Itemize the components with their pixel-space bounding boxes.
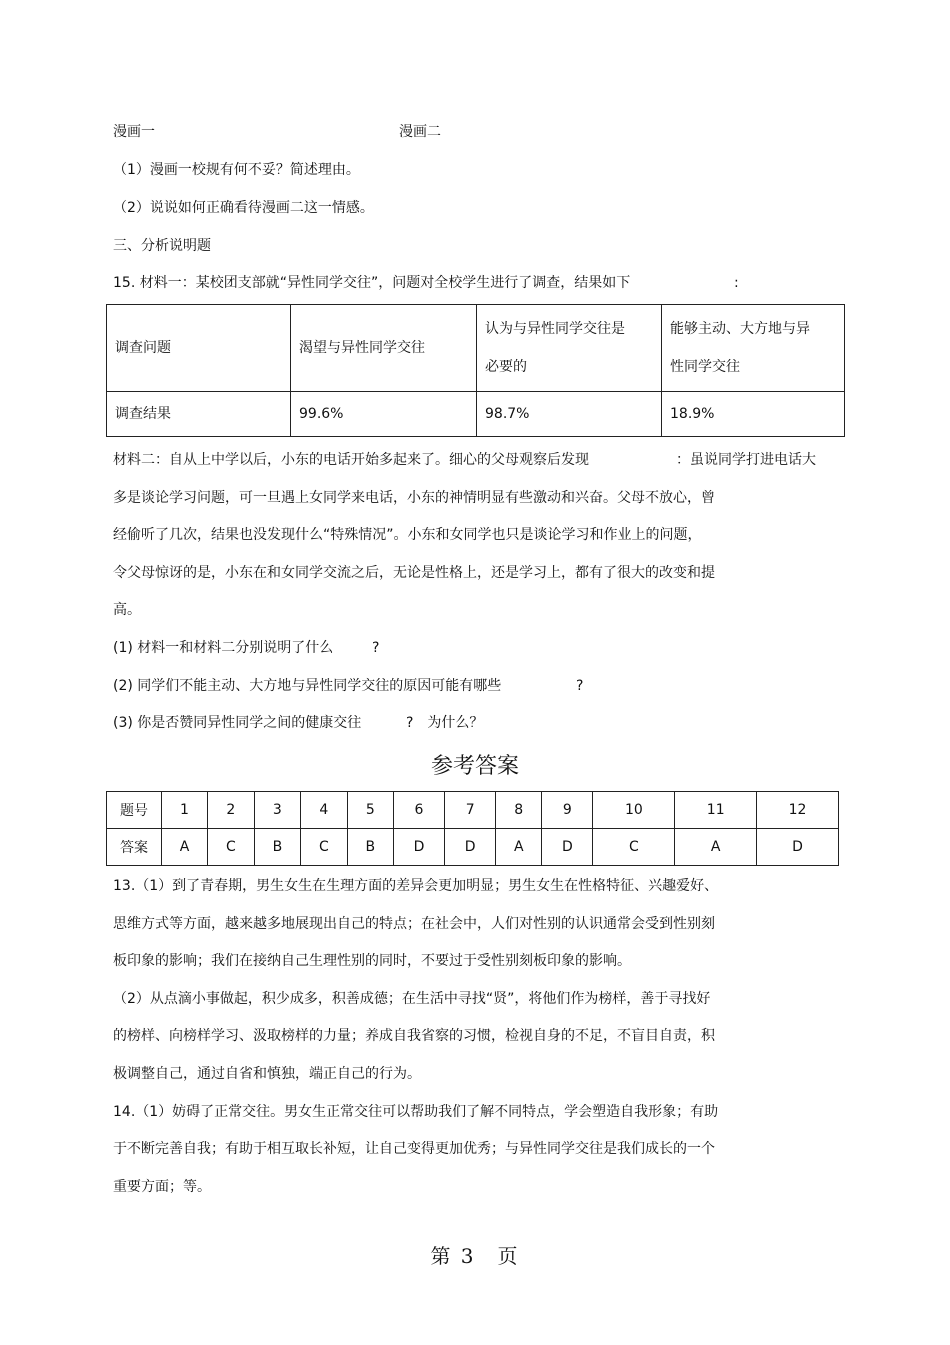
answer-table	[106, 791, 839, 866]
answer-13-line: 思维方式等方面，越来越多地展现出自己的特点；在社会中，人们对性别的认识通常会受到性别刻	[113, 916, 715, 932]
answer-13-line: 13.（1）到了青春期，男生女生在生理方面的差异会更加明显；男生女生在性格特征、兴趣爱好、	[113, 878, 719, 894]
answer-key: D	[542, 829, 593, 866]
material2-line: 令父母惊讶的是，小东在和女同学交流之后，无论是性格上，还是学习上，都有了很大的改变和提	[113, 565, 715, 581]
section-heading: 三、分析说明题	[113, 238, 211, 254]
q14-part-1: （1）漫画一校规有何不妥？简述理由。	[113, 162, 360, 178]
answer-key: D	[757, 829, 839, 866]
answer-14-line: 于不断完善自我；有助于相互取长补短，让自己变得更加优秀；与异性同学交往是我们成长的一个	[113, 1141, 715, 1157]
answer-key: B	[254, 829, 300, 866]
answer-key: A	[496, 829, 542, 866]
answer-key: A	[162, 829, 208, 866]
q15-question-1: (1) 材料一和材料二分别说明了什么	[113, 640, 334, 656]
material2-line: 高。	[113, 602, 141, 618]
cell-line: 认为与异性同学交往是	[485, 321, 625, 337]
answer-key: D	[445, 829, 496, 866]
q15-question-1-mark: ?	[372, 640, 380, 656]
q15-question-2: (2) 同学们不能主动、大方地与异性同学交往的原因可能有哪些	[113, 678, 502, 694]
question-number: 12	[757, 792, 839, 829]
q15-intro: 15. 材料一：某校团支部就“异性同学交往”，问题对全校学生进行了调查，结果如下	[113, 275, 631, 291]
table-cell: 调查结果	[107, 392, 291, 437]
table-row	[107, 792, 839, 829]
answer-13-line: 的榜样、向榜样学习、汲取榜样的力量；养成自我省察的习惯，检视自身的不足，不盲目自责，积	[113, 1028, 715, 1044]
material2-line: 多是谈论学习问题，可一旦遇上女同学来电话，小东的神情明显有些激动和兴奋。父母不放心，曾	[113, 490, 715, 506]
row-label: 答案	[107, 829, 162, 866]
page-number: 第 3 页	[430, 1244, 520, 1268]
answer-14-line: 14.（1）妨碍了正常交往。男女生正常交往可以帮助我们了解不同特点，学会塑造自我形象；有助	[113, 1104, 719, 1120]
answer-key: C	[207, 829, 254, 866]
table-cell	[477, 305, 662, 392]
question-number: 6	[393, 792, 444, 829]
table-row	[107, 392, 845, 437]
material2-line: 经偷听了几次，结果也没发现什么“特殊情况”。小东和女同学也只是谈论学习和作业上的问题，	[113, 527, 702, 543]
comic-label-2: 漫画二	[399, 124, 441, 140]
cell-line: 性同学交往	[670, 359, 740, 375]
question-number: 11	[675, 792, 757, 829]
q15-question-3-mark: ? 为什么？	[406, 715, 484, 731]
comic-label-1: 漫画一	[113, 124, 155, 140]
material2-line: 材料二：自从上中学以后，小东的电话开始多起来了。细心的父母观察后发现	[113, 452, 589, 468]
survey-table	[106, 304, 845, 437]
question-number: 1	[162, 792, 208, 829]
table-cell: 98.7%	[477, 392, 662, 437]
q15-question-2-mark: ?	[576, 678, 584, 694]
table-row	[107, 305, 845, 392]
question-number: 2	[207, 792, 254, 829]
question-number: 3	[254, 792, 300, 829]
table-cell: 调查问题	[107, 305, 291, 392]
cell-line: 必要的	[485, 359, 527, 375]
table-cell: 渴望与异性同学交往	[291, 305, 477, 392]
question-number: 9	[542, 792, 593, 829]
question-number: 8	[496, 792, 542, 829]
answer-14-line: 重要方面；等。	[113, 1179, 211, 1195]
answer-key: B	[347, 829, 393, 866]
table-cell: 18.9%	[662, 392, 845, 437]
table-cell: 99.6%	[291, 392, 477, 437]
table-row	[107, 829, 839, 866]
question-number: 4	[300, 792, 347, 829]
q15-intro-colon: :	[734, 275, 739, 291]
answer-13-line: 板印象的影响；我们在接纳自己生理性别的同时，不要过于受性别刻板印象的影响。	[113, 953, 631, 969]
answer-key: C	[593, 829, 675, 866]
answer-key: A	[675, 829, 757, 866]
cell-line: 能够主动、大方地与异	[670, 321, 810, 337]
answer-key: D	[393, 829, 444, 866]
question-number: 7	[445, 792, 496, 829]
answer-13-line: （2）从点滴小事做起，积少成多，积善成德；在生活中寻找“贤”，将他们作为榜样，善于寻找好	[113, 991, 711, 1007]
q14-part-2: （2）说说如何正确看待漫画二这一情感。	[113, 200, 374, 216]
table-cell	[662, 305, 845, 392]
question-number: 10	[593, 792, 675, 829]
q15-question-3: (3) 你是否赞同异性同学之间的健康交往	[113, 715, 362, 731]
material2-line: ：虽说同学打进电话大	[676, 452, 816, 468]
row-label: 题号	[107, 792, 162, 829]
answer-13-line: 极调整自己，通过自省和慎独，端正自己的行为。	[113, 1066, 421, 1082]
question-number: 5	[347, 792, 393, 829]
answer-key: C	[300, 829, 347, 866]
answers-title: 参考答案	[430, 754, 519, 779]
